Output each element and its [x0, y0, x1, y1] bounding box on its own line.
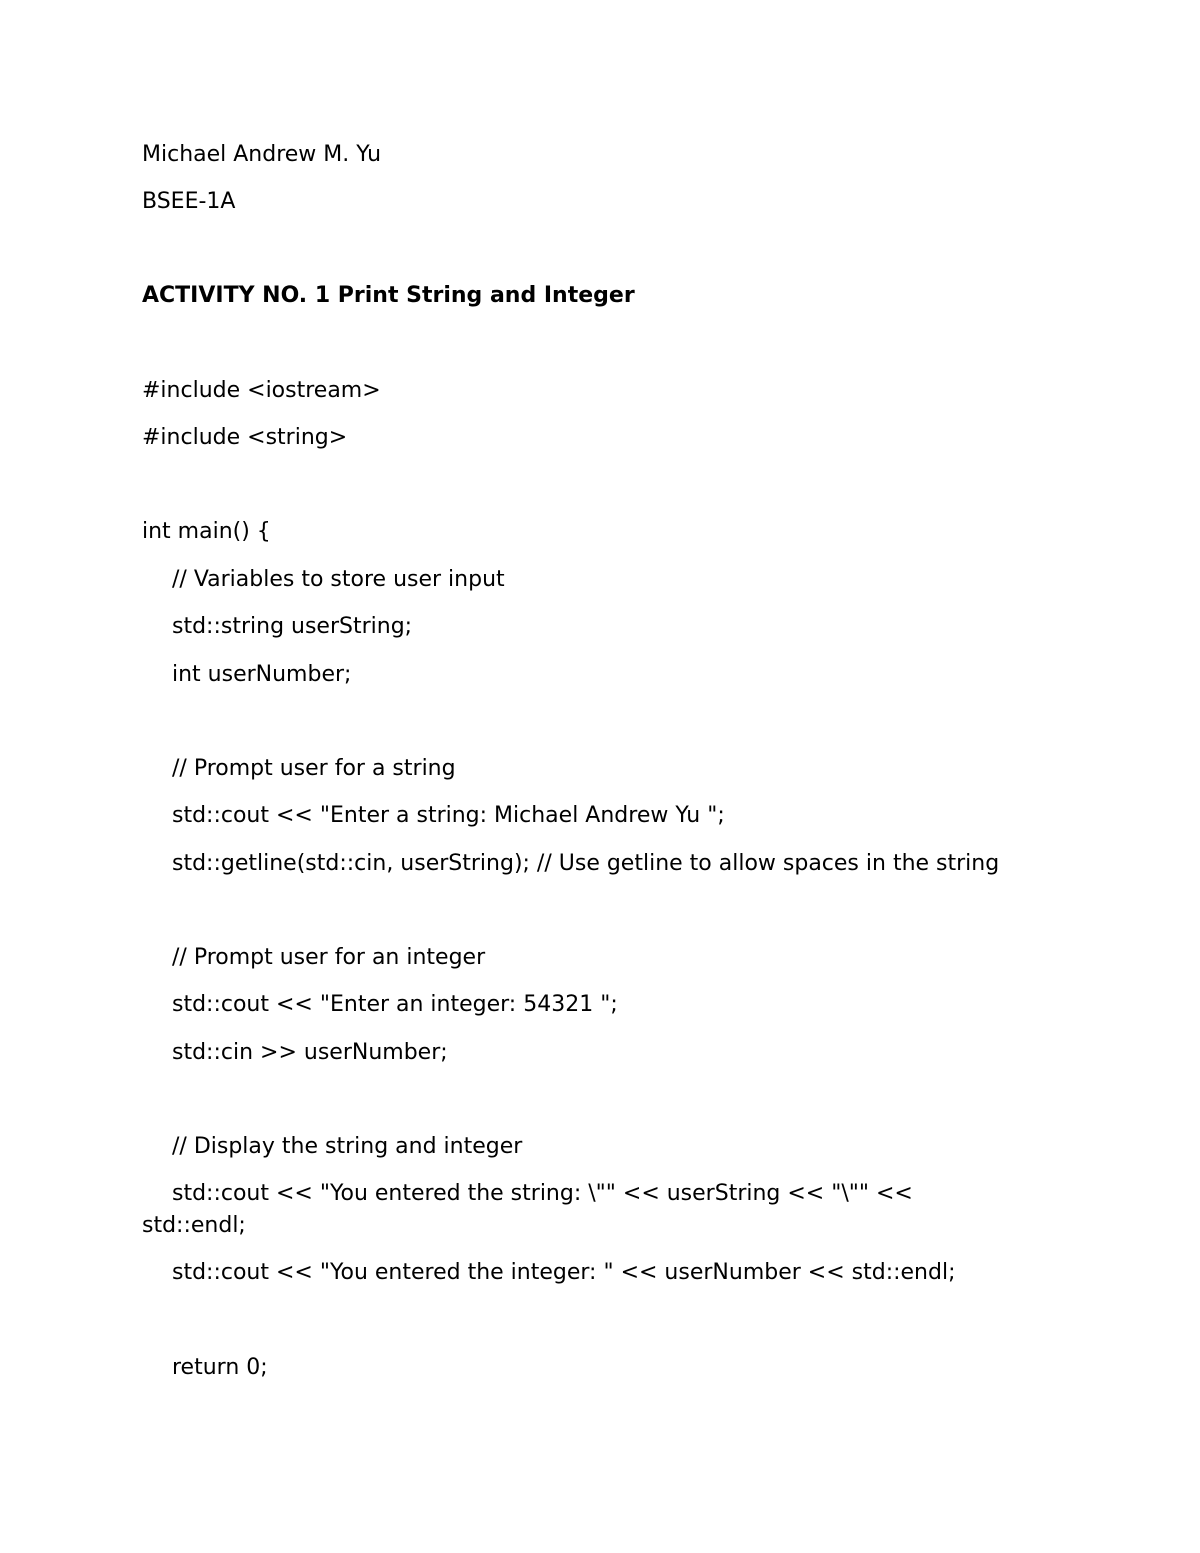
- code-line-display-int: std::cout << "You entered the integer: " << userNumber << std::endl;: [172, 1260, 956, 1285]
- activity-title: ACTIVITY NO. 1 Print String and Integer: [142, 283, 635, 308]
- author-name: Michael Andrew M. Yu: [142, 142, 382, 167]
- section-label: BSEE-1A: [142, 189, 236, 214]
- code-line-cin-int: std::cin >> userNumber;: [172, 1040, 448, 1065]
- code-line-decl-string: std::string userString;: [172, 614, 413, 639]
- code-line-cout-int: std::cout << "Enter an integer: 54321 ";: [172, 992, 618, 1017]
- code-line-display-string: std::cout << "You entered the string: \"" << userString << "\"" <<: [172, 1181, 913, 1206]
- code-line-cout-string: std::cout << "Enter a string: Michael Andrew Yu ";: [172, 803, 725, 828]
- code-line-include-string: #include <string>: [142, 425, 348, 450]
- code-line-display-string-wrap: std::endl;: [142, 1213, 246, 1238]
- code-line-decl-int: int userNumber;: [172, 662, 352, 687]
- code-line-comment-prompt-int: // Prompt user for an integer: [172, 945, 486, 970]
- code-line-comment-vars: // Variables to store user input: [172, 567, 505, 592]
- code-line-main-open: int main() {: [142, 519, 271, 544]
- code-line-comment-prompt-string: // Prompt user for a string: [172, 756, 456, 781]
- code-line-getline: std::getline(std::cin, userString); // Use getline to allow spaces in the string: [172, 851, 1000, 876]
- code-line-include-iostream: #include <iostream>: [142, 378, 381, 403]
- code-line-comment-display: // Display the string and integer: [172, 1134, 523, 1159]
- code-line-return: return 0;: [172, 1355, 268, 1380]
